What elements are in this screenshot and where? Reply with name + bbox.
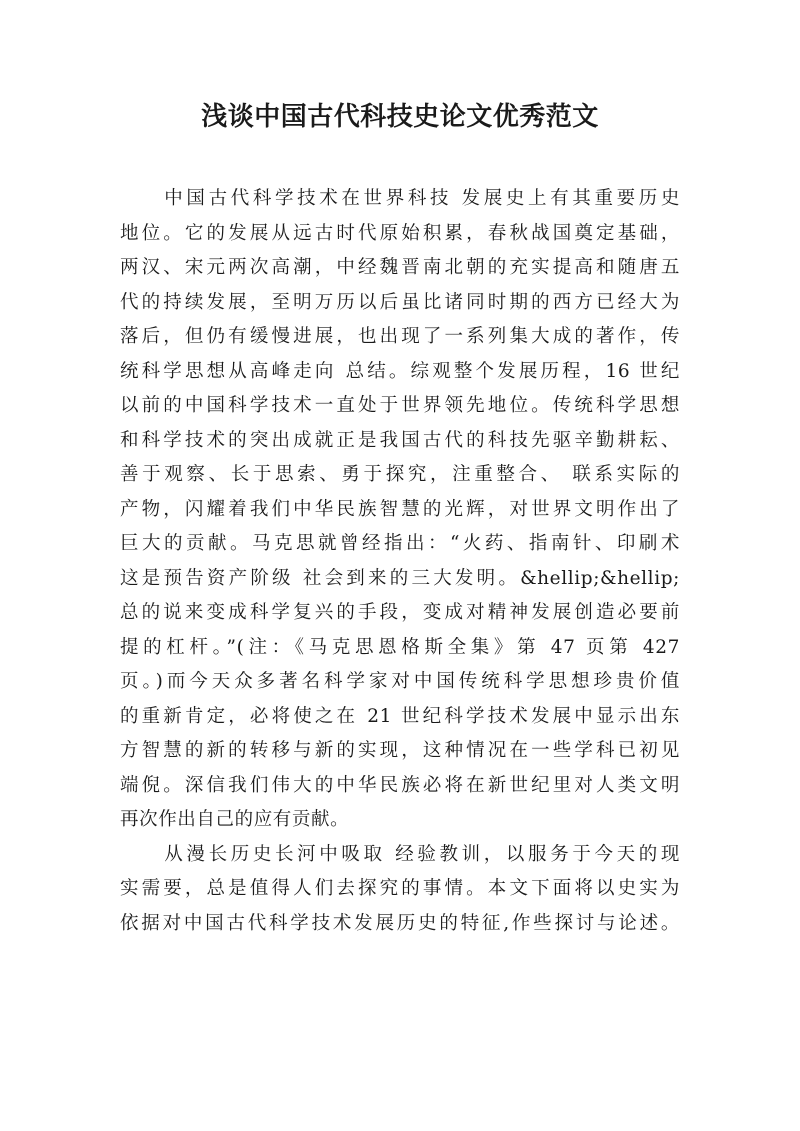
paragraph-line: 依据对中国古代科学技术发展历史的特征,作些探讨与论述。: [120, 912, 680, 934]
paragraph-line: 统科学思想从高峰走向 总结。综观整个发展历程，16 世纪: [120, 360, 680, 382]
document-body: [120, 182, 680, 941]
paragraph-line: 页。)而今天众多著名科学家对中国传统科学思想珍贵价值: [120, 671, 680, 692]
paragraph-line: 从漫长历史长河中吸取 经验教训，以服务于今天的现: [120, 843, 680, 865]
paragraph-line: 再次作出自己的应有贡献。: [120, 809, 350, 830]
paragraph-line: 代的持续发展，至明万历以后虽比诸同时期的西方已经大为: [120, 291, 680, 313]
document-title: 浅谈中国古代科技史论文优秀范文: [201, 102, 599, 132]
paragraph-line: 产物，闪耀着我们中华民族智慧的光辉，对世界文明作出了: [120, 498, 680, 520]
paragraph-line: 中国古代科学技术在世界科技 发展史上有其重要历史: [120, 188, 680, 209]
paragraph-line: 提的杠杆。”(注：《马克思恩格斯全集》第 47 页第 427: [120, 636, 680, 658]
paragraph-2: [120, 838, 680, 942]
paragraph-line: 方智慧的新的转移与新的实现，这种情况在一些学科已初见: [120, 740, 680, 761]
paragraph-line: 这是预告资产阶级 社会到来的三大发明。&hellip;&hellip;: [120, 567, 680, 589]
paragraph-line: 落后，但仍有缓慢进展，也出现了一系列集大成的著作，传: [120, 326, 680, 347]
paragraph-line: 端倪。深信我们伟大的中华民族必将在新世纪里对人类文明: [120, 774, 680, 796]
paragraph-1: [120, 182, 680, 838]
paragraph-line: 巨大的贡献。马克思就曾经指出：“火药、指南针、印刷术: [120, 533, 680, 554]
paragraph-line: 和科学技术的突出成就正是我国古代的科技先驱辛勤耕耘、: [120, 429, 680, 451]
paragraph-line: 总的说来变成科学复兴的手段，变成对精神发展创造必要前: [120, 602, 680, 623]
paragraph-line: 以前的中国科学技术一直处于世界领先地位。传统科学思想: [120, 395, 680, 416]
paragraph-line: 地位。它的发展从远古时代原始积累，春秋战国奠定基础，: [120, 222, 680, 244]
paragraph-line: 两汉、宋元两次高潮，中经魏晋南北朝的充实提高和随唐五: [120, 257, 680, 278]
paragraph-line: 实需要，总是值得人们去探究的事情。本文下面将以史实为: [120, 878, 680, 899]
paragraph-line: 善于观察、长于思索、勇于探究，注重整合、 联系实际的: [120, 464, 680, 485]
paragraph-line: 的重新肯定，必将使之在 21 世纪科学技术发展中显示出东: [120, 705, 680, 727]
